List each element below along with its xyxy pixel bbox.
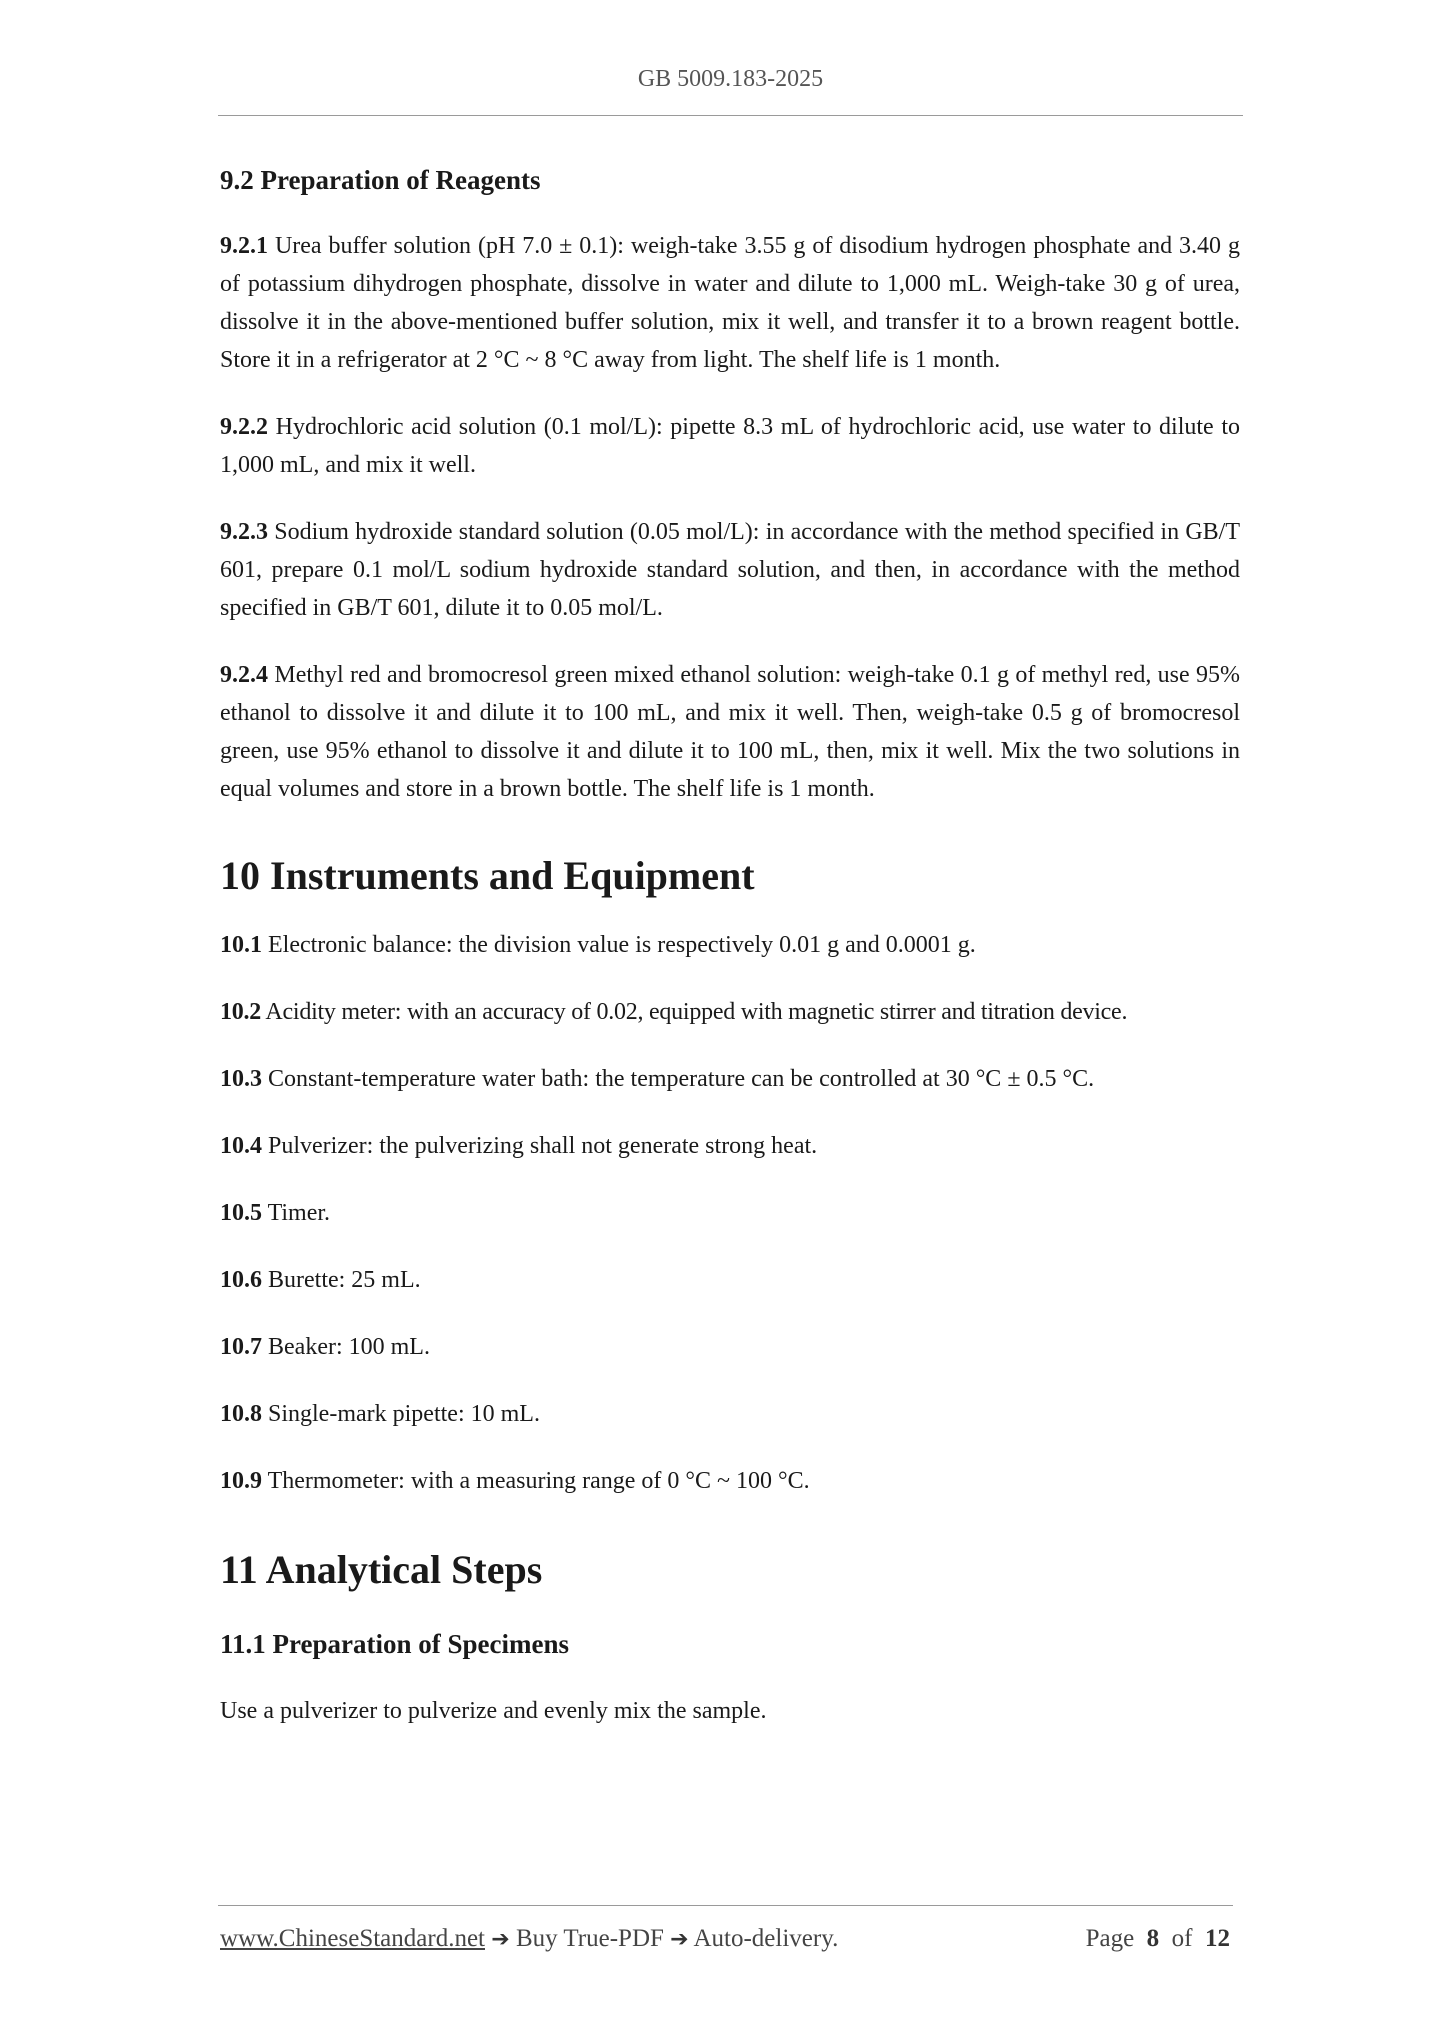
clause-text: Thermometer: with a measuring range of 0 °C ~ 100 °C. [262, 1468, 810, 1494]
clause-number: 9.2.1 [220, 233, 268, 259]
page-total: 12 [1205, 1925, 1230, 1952]
paragraph-9-2-2 [220, 408, 1240, 484]
clause-number: 10.8 [220, 1401, 262, 1427]
header-divider [218, 115, 1243, 116]
section-title-10: 10 Instruments and Equipment [220, 853, 755, 898]
footer-divider [218, 1905, 1233, 1906]
clause-text: Urea buffer solution (pH 7.0 ± 0.1): weigh-take 3.55 g of disodium hydrogen phosphate and 3.40 g of potassium dihydrogen phosphate, dissolve in water and dilute to 1,000 mL. Weigh-take 30 g of urea, dissolve it in the above-mentioned buffer solution, mix it well, and transfer it to a brown reagent bottle. Store it in a refrigerator at 2 °C ~ 8 °C away from light. The shelf life is 1 month. [220, 233, 1240, 373]
page-footer [220, 1925, 1230, 1953]
page-header: GB 5009.183-2025 [637, 66, 824, 92]
list-item-10-6 [220, 1261, 1240, 1299]
clause-text: Acidity meter: with an accuracy of 0.02, equipped with magnetic stirrer and titration device. [261, 999, 1128, 1025]
list-item-10-8 [220, 1395, 1240, 1433]
clause-number: 9.2.2 [220, 414, 268, 440]
clause-text: Sodium hydroxide standard solution (0.05 mol/L): in accordance with the method specified in GB/T 601, prepare 0.1 mol/L sodium hydroxide standard solution, and then, in accordance with the method specified in GB/T 601, dilute it to 0.05 mol/L. [220, 519, 1240, 621]
page-number [1086, 1925, 1230, 1953]
list-item-10-9 [220, 1462, 1240, 1500]
clause-text: Burette: 25 mL. [262, 1267, 421, 1293]
section-title-11-1: 11.1 Preparation of Specimens [220, 1629, 569, 1659]
clause-number: 10.9 [220, 1468, 262, 1494]
clause-text: Beaker: 100 mL. [262, 1334, 430, 1360]
list-item-10-7 [220, 1328, 1240, 1366]
clause-number: 9.2.3 [220, 519, 268, 545]
section-title-11: 11 Analytical Steps [220, 1547, 543, 1592]
buy-text: Buy True-PDF [509, 1925, 671, 1952]
clause-number: 10.2 [220, 999, 261, 1025]
paragraph-9-2-1 [220, 227, 1240, 379]
delivery-text: Auto-delivery. [688, 1925, 839, 1952]
page-content [220, 160, 1240, 1730]
list-item-10-5 [220, 1194, 1240, 1232]
clause-text: Constant-temperature water bath: the temperature can be controlled at 30 °C ± 0.5 °C. [262, 1066, 1095, 1092]
clause-number: 10.3 [220, 1066, 262, 1092]
clause-text: Pulverizer: the pulverizing shall not generate strong heat. [262, 1133, 818, 1159]
clause-number: 10.1 [220, 932, 262, 958]
clause-number: 10.6 [220, 1267, 262, 1293]
list-item-10-4 [220, 1127, 1240, 1165]
clause-text: Methyl red and bromocresol green mixed ethanol solution: weigh-take 0.1 g of methyl red, use 95% ethanol to dissolve it and dilute it to 100 mL, and mix it well. Then, weigh-take 0.5 g of bromocresol green, use 95% ethanol to dissolve it and dilute it to 100 mL, then, mix it well. Mix the two solutions in equal volumes and store in a brown bottle. The shelf life is 1 month. [220, 662, 1240, 802]
clause-text: Electronic balance: the division value is respectively 0.01 g and 0.0001 g. [262, 932, 976, 958]
list-item-10-1 [220, 926, 1240, 964]
page-label: Page [1085, 1925, 1135, 1952]
paragraph-9-2-3 [220, 513, 1240, 627]
clause-number: 10.4 [220, 1133, 262, 1159]
clause-text: Hydrochloric acid solution (0.1 mol/L): pipette 8.3 mL of hydrochloric acid, use water to dilute to 1,000 mL, and mix it well. [220, 414, 1240, 478]
clause-number: 10.5 [220, 1200, 262, 1226]
section-title-9-2: 9.2 Preparation of Reagents [220, 165, 541, 195]
website-link[interactable]: www.ChineseStandard.net [220, 1925, 485, 1952]
paragraph-11-1: Use a pulverizer to pulverize and evenly mix the sample. [220, 1698, 767, 1724]
right-arrow-icon: ➔ [491, 1927, 510, 1952]
clause-number: 9.2.4 [220, 662, 268, 688]
right-arrow-icon: ➔ [670, 1927, 689, 1952]
page-current: 8 [1146, 1925, 1160, 1952]
clause-number: 10.7 [220, 1334, 262, 1360]
list-item-10-2 [220, 993, 1240, 1031]
page-of-label: of [1171, 1925, 1193, 1952]
list-item-10-3 [220, 1060, 1240, 1098]
clause-text: Single-mark pipette: 10 mL. [262, 1401, 540, 1427]
clause-text: Timer. [262, 1200, 331, 1226]
paragraph-9-2-4 [220, 656, 1240, 808]
